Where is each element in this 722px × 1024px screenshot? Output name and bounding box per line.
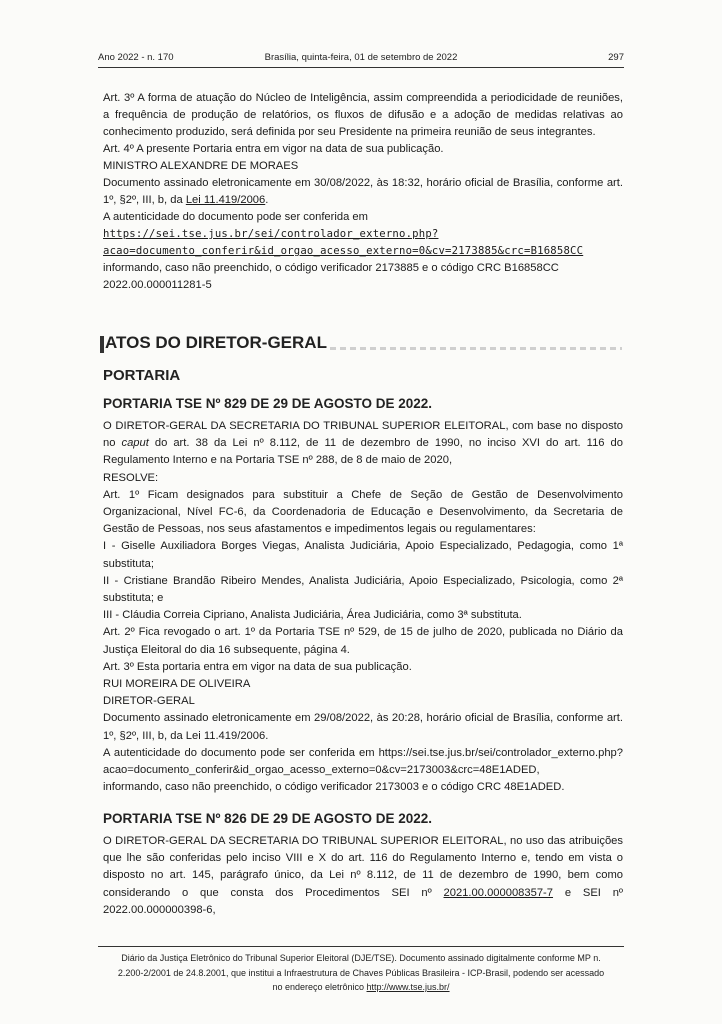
section-heading (100, 333, 622, 355)
heading-marker (100, 336, 104, 353)
portaria-829-art3: Art. 3º Esta portaria entra em vigor na data de sua publicação. (103, 660, 412, 673)
art3-paragraph: Art. 3º A forma de atuação do Núcleo de Inteligência, assim compreendida a periodicidade de reuniões, a frequência de produção de relatórios, os fluxos de difusão e a adoção de medidas relativas ao conhecimento produzido, será definida por seu Presidente na primeira reunião de seus integrantes. (103, 92, 623, 138)
page-number: 297 (608, 52, 624, 63)
portaria-826-intro (103, 833, 623, 919)
publication-date: Brasília, quinta-feira, 01 de setembro de 2022 (264, 52, 458, 63)
resolve-line: RESOLVE: (103, 471, 159, 484)
intro-text: O DIRETOR-GERAL DA SECRETARIA DO TRIBUNAL SUPERIOR ELEITORAL, com base no disposto no (103, 420, 623, 450)
signer-name: MINISTRO ALEXANDRE DE MORAES (103, 160, 299, 172)
law-link[interactable]: Lei 11.419/2006 (185, 194, 266, 206)
portaria-829-intro (103, 418, 623, 470)
verification-url-line-2[interactable] (103, 243, 623, 260)
portaria-829-title: PORTARIA TSE Nº 829 DE 29 DE AGOSTO DE 2022. (103, 396, 433, 411)
section-heading-text: ATOS DO DIRETOR-GERAL (105, 333, 327, 352)
intro-text: O DIRETOR-GERAL DA SECRETARIA DO TRIBUNAL SUPERIOR ELEITORAL, no uso das atribuições que lhe são conferidas pelo inciso VIII e X do art. 116 do Regulamento Interno e, tendo em vista o disposto no art. 145, parágrafo único, da Lei nº 8.112, de 11 de dezembro de 1990, bem como considerando o que consta dos Procedimentos SEI nº (103, 835, 623, 899)
portaria-829-signer: RUI MOREIRA DE OLIVEIRA (103, 678, 251, 691)
substitute-2: II - Cristiane Brandão Ribeiro Mendes, Analista Judiciária, Apoio Especializado, Psicologia, como 2ª substituta; e (103, 574, 623, 605)
footer-divider (98, 946, 624, 947)
intro-text-cont: do art. 38 da Lei nº 8.112, de 11 de dezembro de 1990, no inciso XVI do art. 116 do Regulamento Interno e na Portaria TSE nº 288, de 8 de maio de 2020, (103, 437, 623, 467)
portaria-829-role: DIRETOR-GERAL (103, 695, 195, 708)
portaria-829-authenticity[interactable]: A autenticidade do documento pode ser conferida em https://sei.tse.jus.br/sei/controlador_externo.php? acao=documento_conferir&id_orgao_acesso_externo=0&cv=2173003&crc=48E1ADED, (103, 746, 623, 777)
subsection-heading: PORTARIA (103, 367, 181, 384)
substitute-3: III - Cláudia Correia Cipriano, Analista Judiciária, Área Judiciária, como 3ª substituta. (103, 609, 522, 622)
footer-line-1: Diário da Justiça Eletrônico do Tribunal Superior Eleitoral (DJE/TSE). Documento assinado digitalmente conforme MP n. (121, 953, 601, 963)
page-header (98, 52, 624, 66)
signature-text: Documento assinado eletronicamente em 30/08/2022, às 18:32, horário oficial de Brasília, conforme art. 1º, §2º, III, b, da (103, 177, 623, 206)
footer-line-3 (98, 980, 624, 995)
portaria-829-art2: Art. 2º Fica revogado o art. 1º da Portaria TSE nº 529, de 15 de julho de 2020, publicada no Diário da Justiça Eleitoral do dia 16 subsequente, página 4. (103, 626, 623, 656)
signature-suffix: . (265, 194, 269, 206)
signature-statement (103, 175, 623, 209)
portaria-826-title: PORTARIA TSE Nº 826 DE 29 DE AGOSTO DE 2022. (103, 811, 433, 826)
portaria-826-body (103, 833, 623, 919)
heading-dotted-rule (330, 347, 622, 350)
portaria-829-body (103, 418, 623, 796)
verification-info: informando, caso não preenchido, o código verificador 2173885 e o código CRC B16858CC (103, 262, 559, 274)
portaria-829-verification: informando, caso não preenchido, o código verificador 2173003 e o código CRC 48E1ADED. (103, 781, 565, 794)
sei-process-link[interactable]: 2021.00.000008357-7 (443, 886, 554, 899)
footer-line-3-text: no endereço eletrônico (272, 982, 367, 992)
art4-paragraph: Art. 4º A presente Portaria entra em vigor na data de sua publicação. (103, 143, 444, 155)
footer-line-2: 2.200-2/2001 de 24.8.2001, que institui a Infraestrutura de Chaves Públicas Brasileira - ICP-Brasil, podendo ser acessado (117, 967, 605, 978)
verification-url-text[interactable]: acao=documento_conferir&id_orgao_acesso_externo=0&cv=2173885&crc=B16858CC (103, 245, 584, 257)
verification-url-line-1[interactable]: https://sei.tse.jus.br/sei/controlador_externo.php? (103, 228, 439, 240)
intro-text-cont: e SEI nº 2022.00.000000398-6, (103, 886, 624, 916)
tse-site-link[interactable]: http://www.tse.jus.br/ (366, 982, 450, 992)
process-number: 2022.00.000011281-5 (103, 279, 212, 291)
edition-number: Ano 2022 - n. 170 (98, 52, 174, 63)
portaria-829-art1: Art. 1º Ficam designados para substituir a Chefe de Seção de Gestão de Desenvolvimento Organizacional, Nível FC-6, da Coordenadoria de Educação e Desenvolvimento, da Secretaria de Gestão de Pessoas, nos seus afastamentos e impedimentos legais ou regulamentares: (103, 488, 623, 536)
portaria-829-signature: Documento assinado eletronicamente em 29/08/2022, às 20:28, horário oficial de Brasília, conforme art. 1º, §2º, III, b, da Lei 11.419/2006. (103, 712, 623, 742)
intro-caput: caput (121, 437, 149, 450)
authenticity-line: A autenticidade do documento pode ser conferida em (103, 211, 368, 223)
header-divider (98, 67, 624, 68)
substitute-1: I - Giselle Auxiliadora Borges Viegas, Analista Judiciária, Apoio Especializado, Pedagogia, como 1ª substituta; (103, 540, 623, 570)
previous-act-tail (103, 90, 623, 294)
page-footer (98, 951, 624, 995)
